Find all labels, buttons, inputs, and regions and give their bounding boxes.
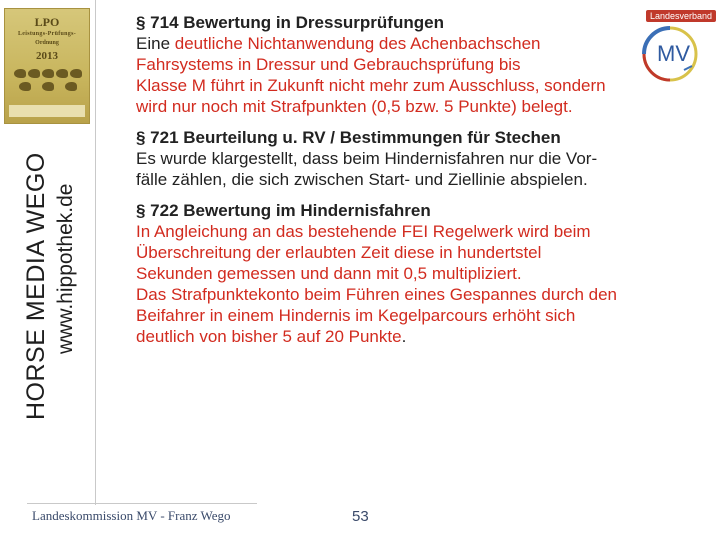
brand-url: www.hippothek.de (54, 183, 77, 354)
book-cover-image (4, 8, 90, 124)
page-number: 53 (352, 508, 369, 525)
cover-year: 2013 (36, 50, 58, 62)
cover-strip (9, 105, 85, 117)
section-722 (136, 200, 711, 347)
section-body (136, 33, 711, 117)
section-body (136, 148, 711, 190)
section-text: Eine (136, 34, 175, 53)
section-text-highlight: In Angleichung an das bestehende FEI Regelwerk wird beim Überschreitung der erlaubten Zeit diese in hundertstel Sekunden gemessen und dann mit 0,5 multipliziert. Das Strafpunktekonto beim Führen eines Gespannes durch den Beifahrer in einem Hindernis im Kegelparcours erhöht sich deutlich von bisher 5 auf 20 Punkte (136, 222, 618, 346)
section-text: . (401, 327, 407, 346)
logo-letters: MV (657, 41, 690, 66)
sidebar (0, 0, 95, 540)
slide-content (136, 12, 711, 357)
brand-name: HORSE MEDIA WEGO (22, 152, 50, 420)
section-body (136, 221, 711, 347)
horse-figures-icon (13, 67, 83, 93)
section-721 (136, 127, 711, 190)
section-714 (136, 12, 711, 117)
logo-banner: Landesverband (646, 10, 716, 22)
section-heading: § 721 Beurteilung u. RV / Bestimmungen für Stechen (136, 128, 561, 147)
section-heading: § 722 Bewertung im Hindernisfahren (136, 201, 431, 220)
section-text: Es wurde klargestellt, dass beim Hindernisfahren nur die Vor- fälle zählen, die sich zwischen Start- und Ziellinie abspielen. (136, 149, 598, 189)
cover-subtitle: Leistungs-Prüfungs- (17, 31, 77, 37)
cover-subtitle-2: Ordnung (35, 40, 59, 46)
section-heading: § 714 Bewertung in Dressurprüfungen (136, 13, 444, 32)
footer-rule (27, 503, 257, 504)
sidebar-divider (95, 0, 96, 505)
footer-credit: Landeskommission MV - Franz Wego (32, 508, 231, 523)
cover-title: LPO (34, 15, 60, 29)
section-text-highlight: deutliche Nichtanwendung des Achenbachschen Fahrsystems in Dressur und Gebrauchsprüfung bis Klasse M führt in Zukunft nicht mehr zum Ausschluss, sondern wird nur noch mit Strafpunkten (0,5 bzw. 5 Punkte) belegt. (136, 34, 606, 116)
